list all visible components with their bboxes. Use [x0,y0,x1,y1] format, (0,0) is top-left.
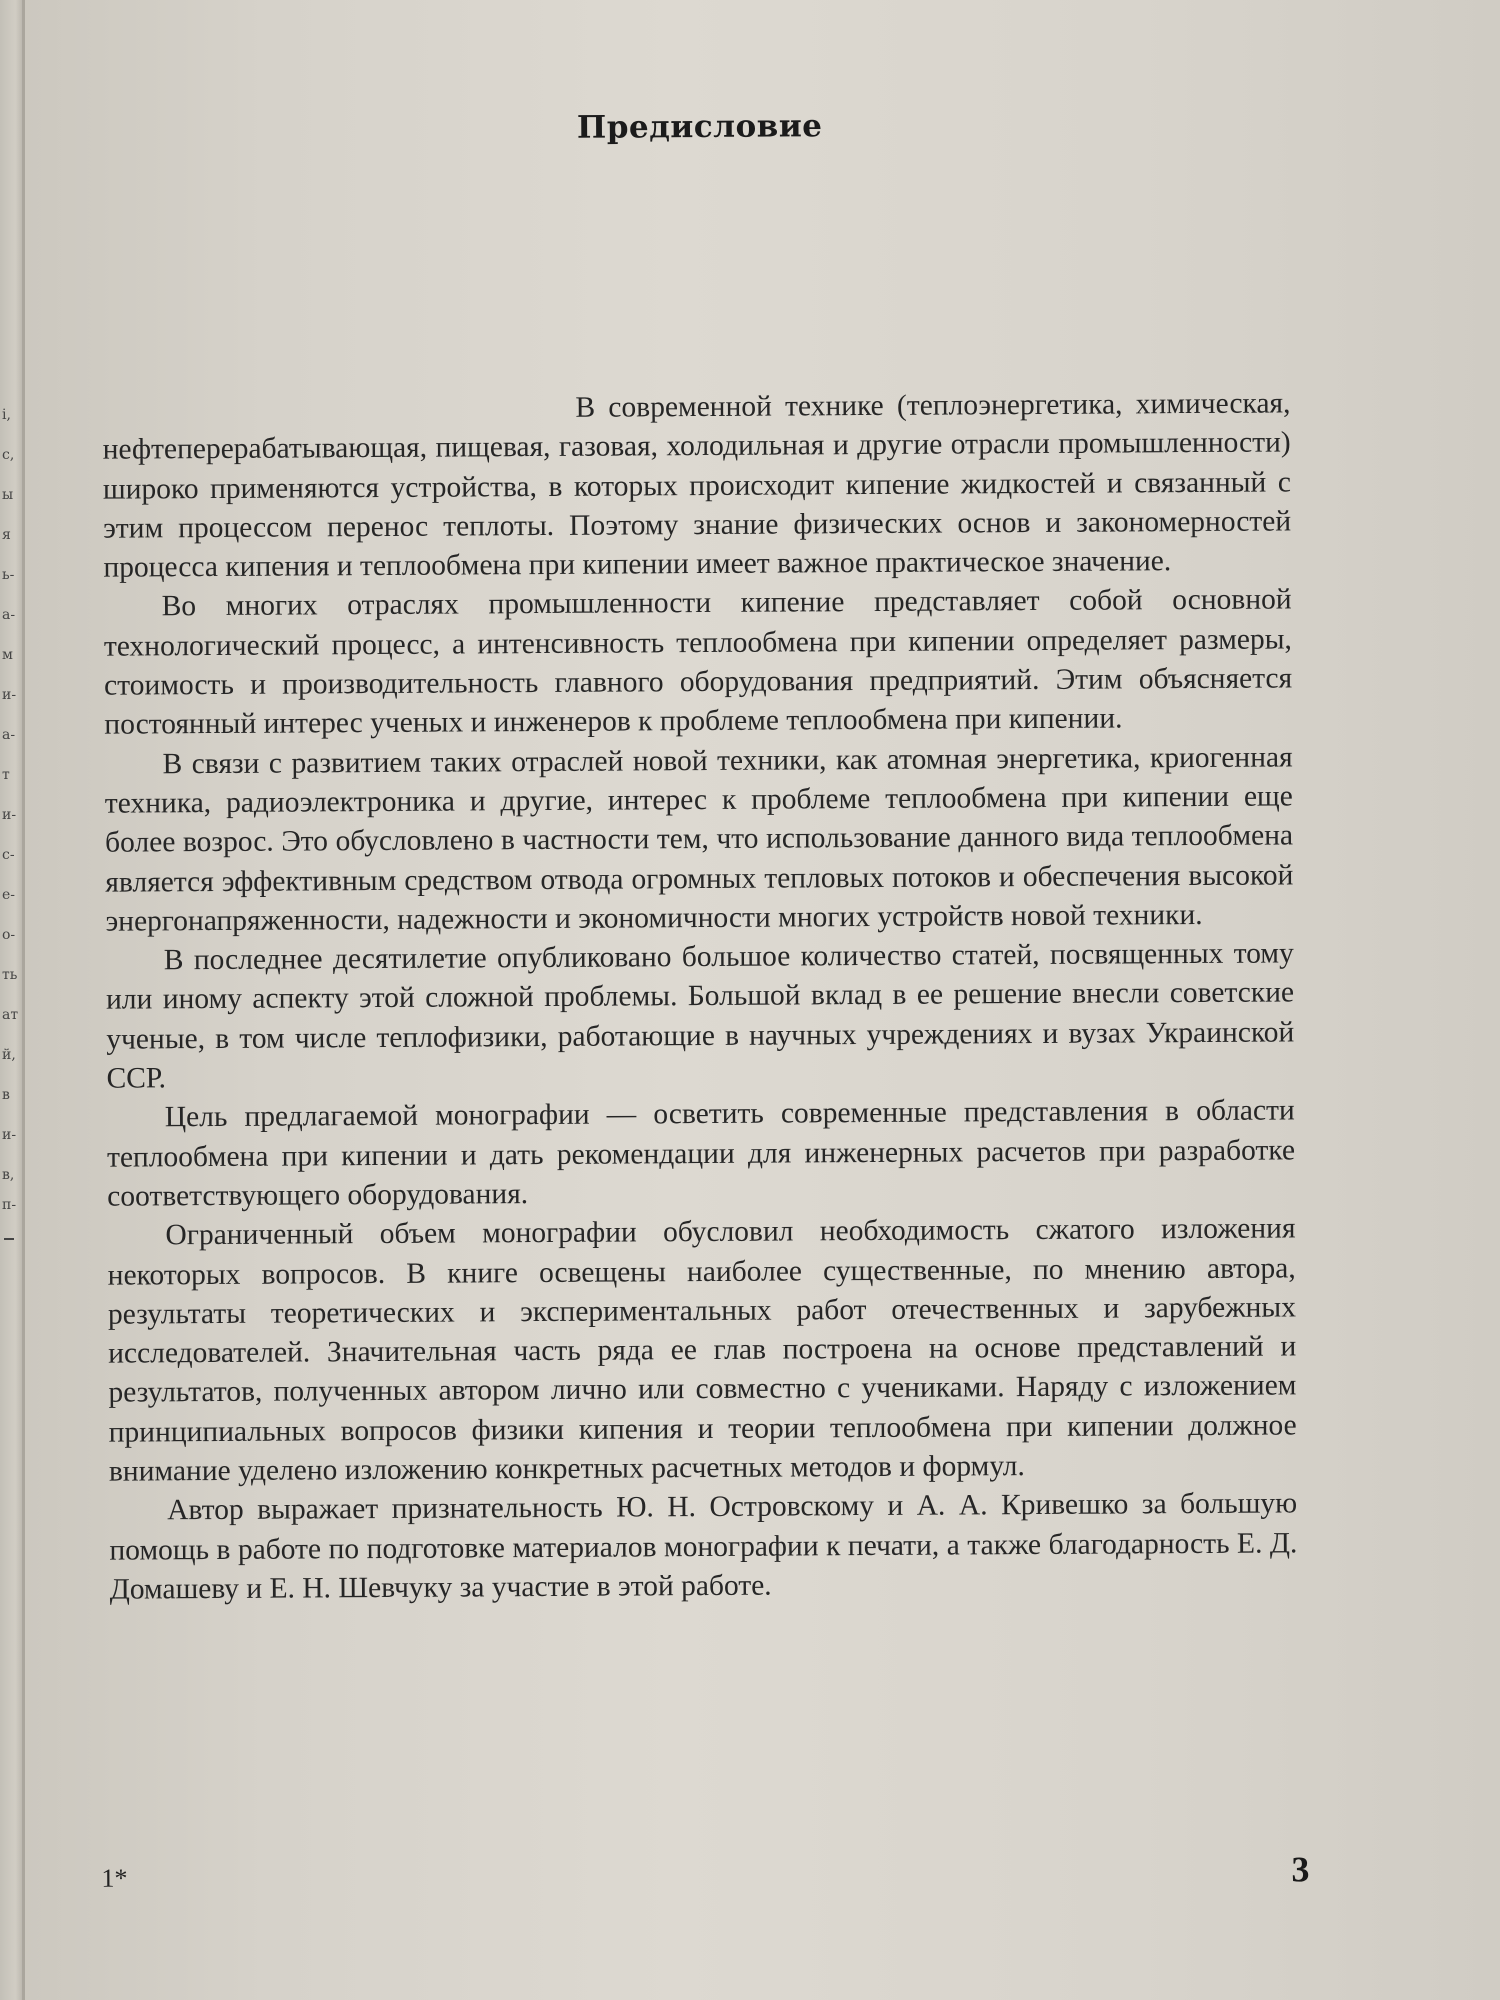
book-gutter [22,0,25,2000]
paragraph-7: Автор выражает признательность Ю. Н. Островскому и А. А. Кривешко за большую помощь в работе по подготовке материалов монографии к печати, а также благодарность Е. Д. Домашеву и Е. Н. Шевчуку за участие в этой работе. [109,1487,1298,1606]
previous-page-fragment: т [2,767,10,783]
previous-page-fragment: а- [2,727,16,743]
page-number: 3 [1291,1849,1310,1890]
paragraph-1: В современной технике (теплоэнергетика, химическая, нефтеперерабатывающая, пищевая, газовая, холодильная и другие отрасли промышленности) широко применяются устройства, в которых происходит кипение жидкостей и связанный с этим процессом перенос теплоты. Поэтому знание физических основ и закономерностей процесса кипения и теплообмена при кипении имеет важное практическое значение. [102,387,1292,584]
previous-page-fragment: ы [2,487,14,503]
previous-page-fragment: ь- [2,567,15,583]
previous-page-fragment: ат [2,1007,19,1023]
signature-mark: 1* [101,1863,128,1893]
preface-body [102,384,1297,1609]
previous-page-fragment: в, [2,1167,15,1183]
previous-page-fragment: и- [2,687,17,703]
previous-page-fragment: а- [2,607,16,623]
previous-page-fragment: е- [2,887,16,903]
page-title: Предисловие [576,108,823,146]
paragraph-6: Ограниченный объем монографии обусловил необходимость сжатого изложения некоторых вопросов. В книге освещены наиболее существенные, по мнению автора, результаты теоретических и экспериментальных работ отечественных и зарубежных исследователей. Значительная часть ряда ее глав построена на основе представлений и результатов, полученных автором лично или совместно с учениками. Наряду с изложением принципиальных вопросов физики кипения и теории теплообмена при кипении должное внимание уделено изложению конкретных расчетных методов и формул. [107,1212,1297,1488]
previous-page-fragment: п- [2,1197,17,1213]
previous-page-fragment: и- [2,1127,17,1143]
previous-page-fragment: о- [2,927,16,943]
previous-page-edge [0,0,22,2000]
previous-page-fragment: я [2,527,11,543]
paragraph-5: Цель предлагаемой монографии — осветить современные представления в области теплообмена при кипении и дать рекомендации для инженерных расчетов при разработке соответствующего оборудования. [106,1094,1296,1213]
previous-page-fragment: в [2,1087,10,1103]
previous-page-fragment: ть [2,967,18,983]
previous-page-dash [4,1238,14,1240]
previous-page-fragment: с- [2,847,15,863]
paragraph-2: Во многих отраслях промышленности кипение представляет собой основной технологический процесс, а интенсивность теплообмена при кипении определяет размеры, стоимость и производительность главного оборудования предприятий. Этим объясняется постоянный интерес ученых и инженеров к проблеме теплообмена при кипении. [103,583,1293,742]
previous-page-fragment: с, [2,447,15,463]
paragraph-3: В связи с развитием таких отраслей новой техники, как атомная энергетика, криогенная техника, радиоэлектроника и другие, интерес к проблеме теплообмена при кипении еще более возрос. Это обусловлено в частности тем, что использование данного вида теплообмена является эффективным средством отвода огромных тепловых потоков и обеспечения высокой энергонапряженности, надежности и экономичности многих устройств новой техники. [104,741,1294,938]
previous-page-fragment: и- [2,807,17,823]
previous-page-fragment: і, [2,407,11,423]
previous-page-fragment: м [2,647,13,663]
previous-page-fragment: й, [2,1047,16,1063]
text-page [84,66,1325,1913]
paragraph-4: В последнее десятилетие опубликовано большое количество статей, посвященных тому или иному аспекту этой сложной проблемы. Большой вклад в ее решение внесли советские ученые, в том числе теплофизики, работающие в научных учреждениях и вузах Украинской ССР. [105,937,1295,1095]
